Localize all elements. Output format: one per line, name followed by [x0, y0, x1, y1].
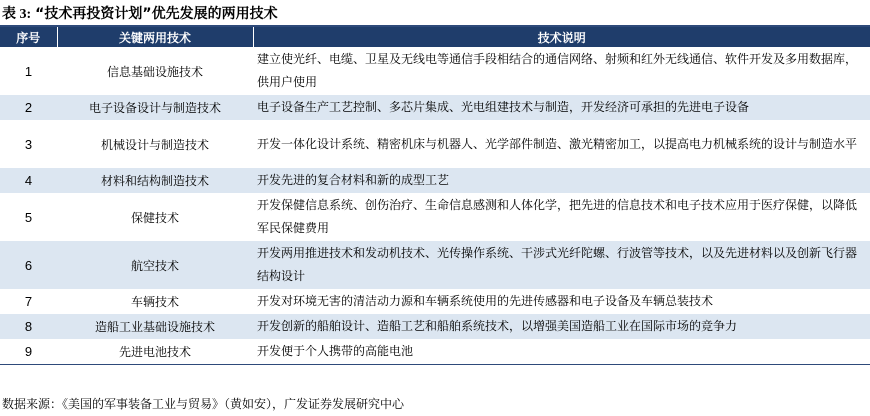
row-technology: 车辆技术 — [130, 295, 179, 309]
table-caption — [2, 3, 278, 25]
table-row — [0, 47, 870, 95]
row-description: 开发一体化设计系统、精密机床与机器人、光学部件制造、激光精密加工，以提高电力机械系统的设计与制造水平 — [257, 136, 858, 151]
row-index: 9 — [0, 339, 57, 364]
row-technology: 保健技术 — [130, 210, 179, 225]
row-technology: 信息基础设施技术 — [106, 64, 203, 79]
row-technology: 航空技术 — [57, 241, 253, 289]
table-row — [0, 193, 870, 241]
header-technology: 关键两用技术 — [57, 27, 253, 47]
row-description: 开发两用推进技术和发动机技术、光传操作系统、干涉式光纤陀螺、行波管等技术，以及先进材料以及创新飞行器结构设计 — [253, 241, 870, 289]
table-row — [0, 241, 870, 289]
row-index: 4 — [0, 168, 57, 193]
row-technology: 电子设备设计与制造技术 — [57, 95, 253, 120]
table-row — [0, 168, 870, 193]
row-description: 建立使光纤、电缆、卫星及无线电等通信手段相结合的通信网络、射频和红外无线通信、软件开发及多用数据库，供用户使用 — [257, 52, 858, 89]
table-row — [0, 314, 870, 339]
data-source-note: 数据来源：《美国的军事装备工业与贸易》（黄如安），广发证券发展研究中心 — [2, 397, 405, 411]
row-index: 5 — [24, 209, 33, 225]
header-index: 序号 — [0, 27, 57, 47]
row-index: 7 — [24, 294, 33, 309]
row-description: 开发保健信息系统、创伤治疗、生命信息感测和人体化学，把先进的信息技术和电子技术应用于医疗保健，以降低军民保健费用 — [257, 198, 858, 235]
row-description: 开发创新的船舶设计、造船工艺和船舶系统技术，以增强美国造船工业在国际市场的竞争力 — [253, 314, 870, 339]
row-description: 开发对环境无害的清洁动力源和车辆系统使用的先进传感器和电子设备及车辆总装技术 — [257, 294, 714, 308]
table-row — [0, 95, 870, 120]
row-index: 2 — [0, 95, 57, 120]
row-technology: 材料和结构制造技术 — [57, 168, 253, 193]
row-index: 6 — [0, 241, 57, 289]
row-description: 开发先进的复合材料和新的成型工艺 — [253, 168, 870, 193]
table-title: “技术再投资计划”优先发展的两用技术 — [35, 6, 278, 22]
table-number: 表 3: — [2, 7, 32, 22]
table-row — [0, 339, 870, 364]
row-description: 开发便于个人携带的高能电池 — [253, 339, 870, 364]
row-index: 8 — [0, 314, 57, 339]
row-technology: 机械设计与制造技术 — [100, 137, 209, 152]
row-technology: 造船工业基础设施技术 — [57, 314, 253, 339]
row-index: 3 — [24, 136, 33, 152]
row-index: 1 — [24, 63, 33, 79]
row-technology: 先进电池技术 — [57, 339, 253, 364]
table-row — [0, 120, 870, 168]
row-description: 电子设备生产工艺控制、多芯片集成、光电组建技术与制造，开发经济可承担的先进电子设备 — [253, 95, 870, 120]
table-row — [0, 289, 870, 314]
table-header-row — [0, 27, 870, 47]
header-description: 技术说明 — [253, 27, 870, 47]
dual-use-tech-table — [0, 27, 870, 365]
